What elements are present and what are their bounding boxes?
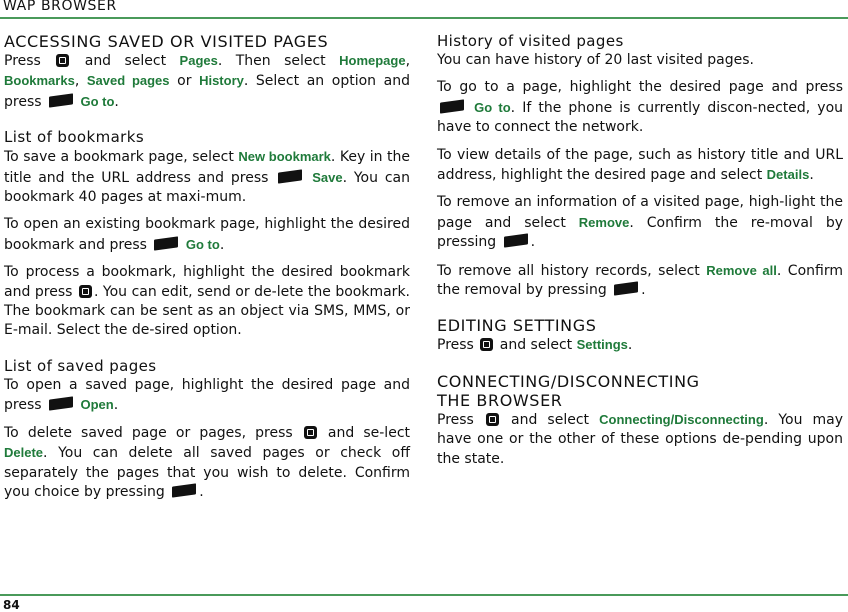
menu-term-remove-all: Remove all xyxy=(706,262,777,278)
text: . xyxy=(627,337,633,354)
text: . xyxy=(219,236,225,253)
text: and se-lect xyxy=(327,424,410,441)
navigation-key-icon xyxy=(56,54,69,67)
paragraph-process-bookmark xyxy=(4,263,410,341)
text: To remove an information of a visited page, high-light the page and select xyxy=(437,194,843,231)
paragraph-save-bookmark xyxy=(4,147,410,207)
paragraph-accessing xyxy=(4,51,410,112)
text: To remove all history records, select xyxy=(437,262,700,279)
paragraph-remove-all xyxy=(437,261,843,301)
text: and select xyxy=(511,411,590,428)
text: . Then select xyxy=(217,53,326,69)
menu-term-delete: Delete xyxy=(4,445,44,461)
text: . If the phone is currently discon-nected, you have to connect the network. xyxy=(437,99,844,136)
text: To delete saved page or pages, press xyxy=(4,424,293,441)
text: Press xyxy=(4,53,41,69)
section-title-saved-pages: List of saved pages xyxy=(4,356,157,375)
paragraph-delete-saved xyxy=(4,424,410,503)
text: and select xyxy=(499,337,573,354)
menu-term-go-to: Go to xyxy=(474,99,511,115)
text: Press xyxy=(437,411,474,428)
menu-term-save: Save xyxy=(312,169,343,185)
paragraph-open-saved xyxy=(4,376,410,416)
menu-term-saved-pages: Saved pages xyxy=(86,73,170,89)
section-title-editing-settings: EDITING SETTINGS xyxy=(437,316,597,336)
text: . xyxy=(530,234,536,251)
menu-term-open: Open xyxy=(80,397,114,413)
soft-key-icon xyxy=(172,483,196,497)
menu-term-pages: Pages xyxy=(179,53,218,68)
menu-term-go-to: Go to xyxy=(80,93,115,109)
text: . Confirm the re-moval by pressing xyxy=(437,214,843,251)
text: Press xyxy=(437,337,474,354)
navigation-key-icon xyxy=(304,426,317,439)
paragraph-editing-settings xyxy=(437,335,843,355)
text: . You can bookmark 40 pages at maxi-mum. xyxy=(4,169,410,206)
soft-key-icon xyxy=(504,234,528,248)
text: . xyxy=(199,483,204,500)
text: . Key in the title and the URL address and press xyxy=(4,149,411,186)
page-number: 84 xyxy=(3,598,20,612)
text: . Select an option and press xyxy=(4,73,410,110)
text: To view details of the page, such as history title and URL address, highlight the desired page and select xyxy=(437,146,843,184)
paragraph-connecting xyxy=(437,410,843,469)
text: . You can delete all saved pages or check off separately the pages that you wish to delete. Confirm you choice by pressing xyxy=(4,445,410,500)
soft-key-icon xyxy=(49,93,73,107)
text: To open an existing bookmark page, highlight the desired bookmark and press xyxy=(4,216,410,253)
menu-term-go-to: Go to xyxy=(185,236,220,252)
text: . xyxy=(809,167,814,184)
soft-key-icon xyxy=(49,397,73,411)
text: To save a bookmark page, select xyxy=(4,149,234,166)
text: You can have history of 20 last visited pages. xyxy=(437,52,755,68)
text: . You can edit, send or de-lete the bookmark. The bookmark can be sent as an object via SMS, MMS, or E-mail. Select the de-sired option. xyxy=(4,283,410,339)
soft-key-icon xyxy=(614,281,638,295)
section-title-bookmarks: List of bookmarks xyxy=(4,128,145,147)
section-title-history: History of visited pages xyxy=(437,32,624,50)
section-title-connecting-line2: THE BROWSER xyxy=(437,390,563,410)
soft-key-icon xyxy=(440,99,464,113)
navigation-key-icon xyxy=(480,338,493,351)
paragraph-remove-visited xyxy=(437,193,843,252)
menu-term-new-bookmark: New bookmark xyxy=(238,149,331,165)
soft-key-icon xyxy=(154,236,178,250)
menu-term-settings: Settings xyxy=(576,337,628,353)
soft-key-icon xyxy=(278,169,302,183)
menu-term-connecting: Connecting xyxy=(599,411,671,427)
text: . xyxy=(641,282,646,299)
menu-term-history: History xyxy=(199,73,244,89)
section-title-connecting-line1: CONNECTING/DISCONNECTING xyxy=(437,371,700,391)
menu-term-bookmarks: Bookmarks xyxy=(4,73,75,89)
section-title-accessing: ACCESSING SAVED OR VISITED PAGES xyxy=(4,32,329,51)
paragraph-open-bookmark xyxy=(4,215,410,255)
right-column xyxy=(437,32,843,477)
paragraph-history-count xyxy=(437,51,843,70)
navigation-key-icon xyxy=(486,413,499,426)
header-rule xyxy=(0,17,848,19)
text: To go to a page, highlight the desired page and press xyxy=(437,79,843,96)
text: To open a saved page, highlight the desired page and press xyxy=(4,376,410,414)
menu-term-remove: Remove xyxy=(578,214,630,230)
text: , xyxy=(74,73,80,90)
text: . Confirm the removal by pressing xyxy=(437,262,843,299)
navigation-key-icon xyxy=(79,285,92,298)
text: and select xyxy=(84,53,167,69)
paragraph-view-details xyxy=(437,146,843,186)
menu-term-homepage: Homepage xyxy=(339,53,406,68)
header-title: WAP BROWSER xyxy=(3,0,117,14)
footer-rule xyxy=(0,594,848,596)
text: / xyxy=(670,411,675,427)
text: or xyxy=(177,73,192,90)
text: . xyxy=(114,93,119,110)
text: . xyxy=(113,397,119,414)
left-column xyxy=(4,32,410,510)
paragraph-go-to-page xyxy=(437,78,843,137)
menu-term-disconnecting: Disconnecting xyxy=(674,411,764,427)
text: , xyxy=(405,53,411,69)
text: To process a bookmark, highlight the desired bookmark and press xyxy=(4,264,410,300)
text: . You may have one or the other of these options de-pending upon the state. xyxy=(437,411,844,467)
menu-term-details: Details xyxy=(766,167,810,183)
